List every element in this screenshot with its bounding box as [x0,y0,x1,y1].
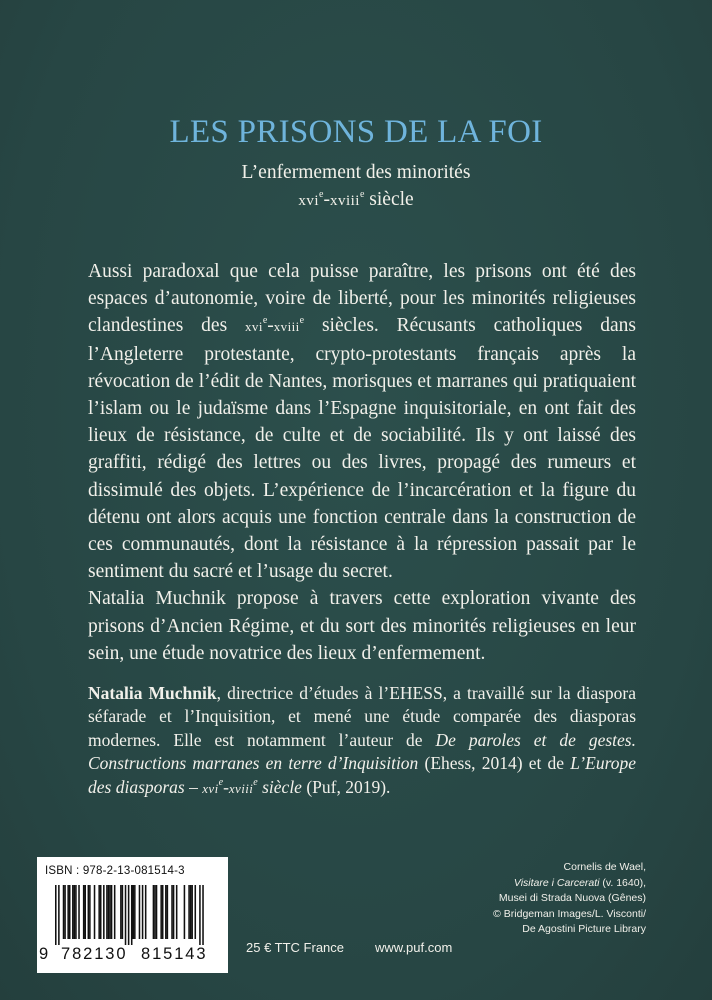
book1-info: (Ehess, 2014) et de [418,753,571,774]
period-suffix: siècle [364,189,414,210]
barcode-bar [160,885,162,939]
artwork-date: (v. 1640), [599,876,646,889]
sup-e: e [253,776,258,788]
barcode-bar [154,885,156,939]
author-name: Natalia Muchnik [88,683,217,703]
book2-info: (Puf, 2019). [301,776,391,797]
barcode-bar [162,885,164,939]
credit-line: © Bridgeman Images/L. Visconti/ [493,907,646,920]
summary-text [88,258,636,667]
author-bio [88,682,636,800]
credit-line: De Agostini Picture Library [522,923,646,936]
barcode-bar [75,885,77,939]
barcode-bar [100,885,102,939]
barcode-bar [184,885,186,939]
barcode-bar [142,885,144,939]
barcode-bar [55,885,57,945]
barcode-bar [134,885,136,939]
barcode-bar [202,885,204,945]
barcode-bar [84,885,86,939]
sup-e: e [218,776,224,788]
barcode-left-group: 782130 [61,945,128,963]
credit-line: Musei di Strada Nuova (Gênes) [498,892,646,905]
barcode-bar [190,885,192,939]
barcode-bar [74,885,76,939]
barcode-bar [78,885,80,939]
barcode-bar [94,885,96,939]
author-paragraph [88,682,636,800]
barcode-bar [120,885,122,939]
book1-title: De paroles et de gestes. Constructions marranes en terre d’Inquisition [88,729,636,774]
barcode-bar [64,885,66,939]
barcode-bar [191,885,193,939]
barcode-bar [67,885,69,939]
barcode-first-digit: 9 [39,945,51,963]
century-start: xvi [298,193,319,209]
century-start: xvi [202,780,219,796]
dash: - [267,315,274,337]
barcode-bar [125,885,127,945]
barcode-bar [145,885,147,939]
barcode-bar [171,885,173,939]
isbn-label: ISBN : 978-2-13-081514-3 [45,865,185,877]
barcode-bar [109,885,111,939]
barcode-bar [72,885,74,939]
barcode-bar [106,885,108,939]
century-end: xviii [273,319,300,335]
barcode-bar [131,885,133,945]
barcode-bar [103,885,105,939]
book-subtitle: L’enfermement des minorités [241,162,471,183]
credit-line: Cornelis de Wael, [563,861,646,873]
barcode-bar [176,885,178,939]
barcode-bar [156,885,158,939]
book-period [0,189,712,211]
price-label: 25 € TTC France [246,940,345,955]
barcode-bar [58,885,60,945]
barcode-bar [153,885,155,939]
barcode-panel [37,857,228,973]
barcode-bar [63,885,65,939]
barcode-bar [114,885,116,939]
barcode-bar [128,885,130,945]
century-end: xviii [329,193,360,209]
image-credits [386,860,646,938]
summary-paragraph-2: Natalia Muchnik propose à travers cette exploration vivante des prisons d’Ancien Régime, et du sort des minorités religieuses en leur sein, une étude novatrice des lieux d’enfermement. [88,588,636,664]
book2-suffix: siècle [257,776,302,797]
barcode-bar [83,885,85,939]
century-start: xvi [245,319,263,335]
barcode-icon [47,885,218,947]
barcode-bar [111,885,113,939]
summary-text-part: Aussi paradoxal que cela puisse paraître, les prisons ont été des espaces d’autonomie, voire de liberté, pour les minorités religieuses clandestines des [88,261,636,337]
barcode-bar [69,885,71,939]
website-link[interactable]: www.puf.com [375,940,453,955]
dash: - [223,776,229,797]
book-title: LES PRISONS DE LA FOI [169,114,543,150]
barcode-bar [98,885,100,939]
century-end: xviii [228,780,254,796]
sup-e: e [359,188,365,200]
author-bio-text: , directrice d’études à l’EHESS, a travaillé sur la diaspora séfarade et l’Inquisition, et mené une étude comparée des diasporas modernes. Elle est notamment l’auteur de [88,683,636,750]
barcode-bar [133,885,135,939]
summary-paragraph-1 [88,258,636,585]
barcode-bar [108,885,110,939]
barcode-bar [122,885,124,939]
sup-e: e [299,314,305,326]
summary-text-part: siècles. Récusants catholiques dans l’Angleterre protestante, crypto-protestants français après la révocation de l’édit de Nantes, morisques et marranes qui pratiquaient l’islam ou le judaïsme dans l’Espagne inquisitoriale, en ont fait des lieux de résistance, de culte et de sociabilité. Ils y ont laissé des graffiti, rédigé des lettres ou des livres, propagé des rumeurs et dissimulé des objets. L’expérience de l’incarcération et la figure du détenu ont alors acquis une fonction centrale dans la construction de ces communautés, dont la résistance à la répression passait par le sentiment du sacré et l’usage du secret. [88,315,636,583]
barcode-bar [139,885,141,939]
dash: - [323,189,330,210]
barcode-bar [199,885,201,945]
barcode-bar [195,885,197,939]
barcode-bar [89,885,91,939]
sup-e: e [318,188,324,200]
barcode-right-group: 815143 [141,945,208,963]
barcode-bar [167,885,169,939]
artwork-title: Visitare i Carcerati [513,876,600,889]
barcode-bar [173,885,175,939]
sup-e: e [262,314,268,326]
barcode-bar [188,885,190,939]
credit-line [386,876,646,892]
barcode-bar [165,885,167,939]
barcode-bar [88,885,90,939]
book2-title: L’Europe des diasporas – [88,753,636,797]
